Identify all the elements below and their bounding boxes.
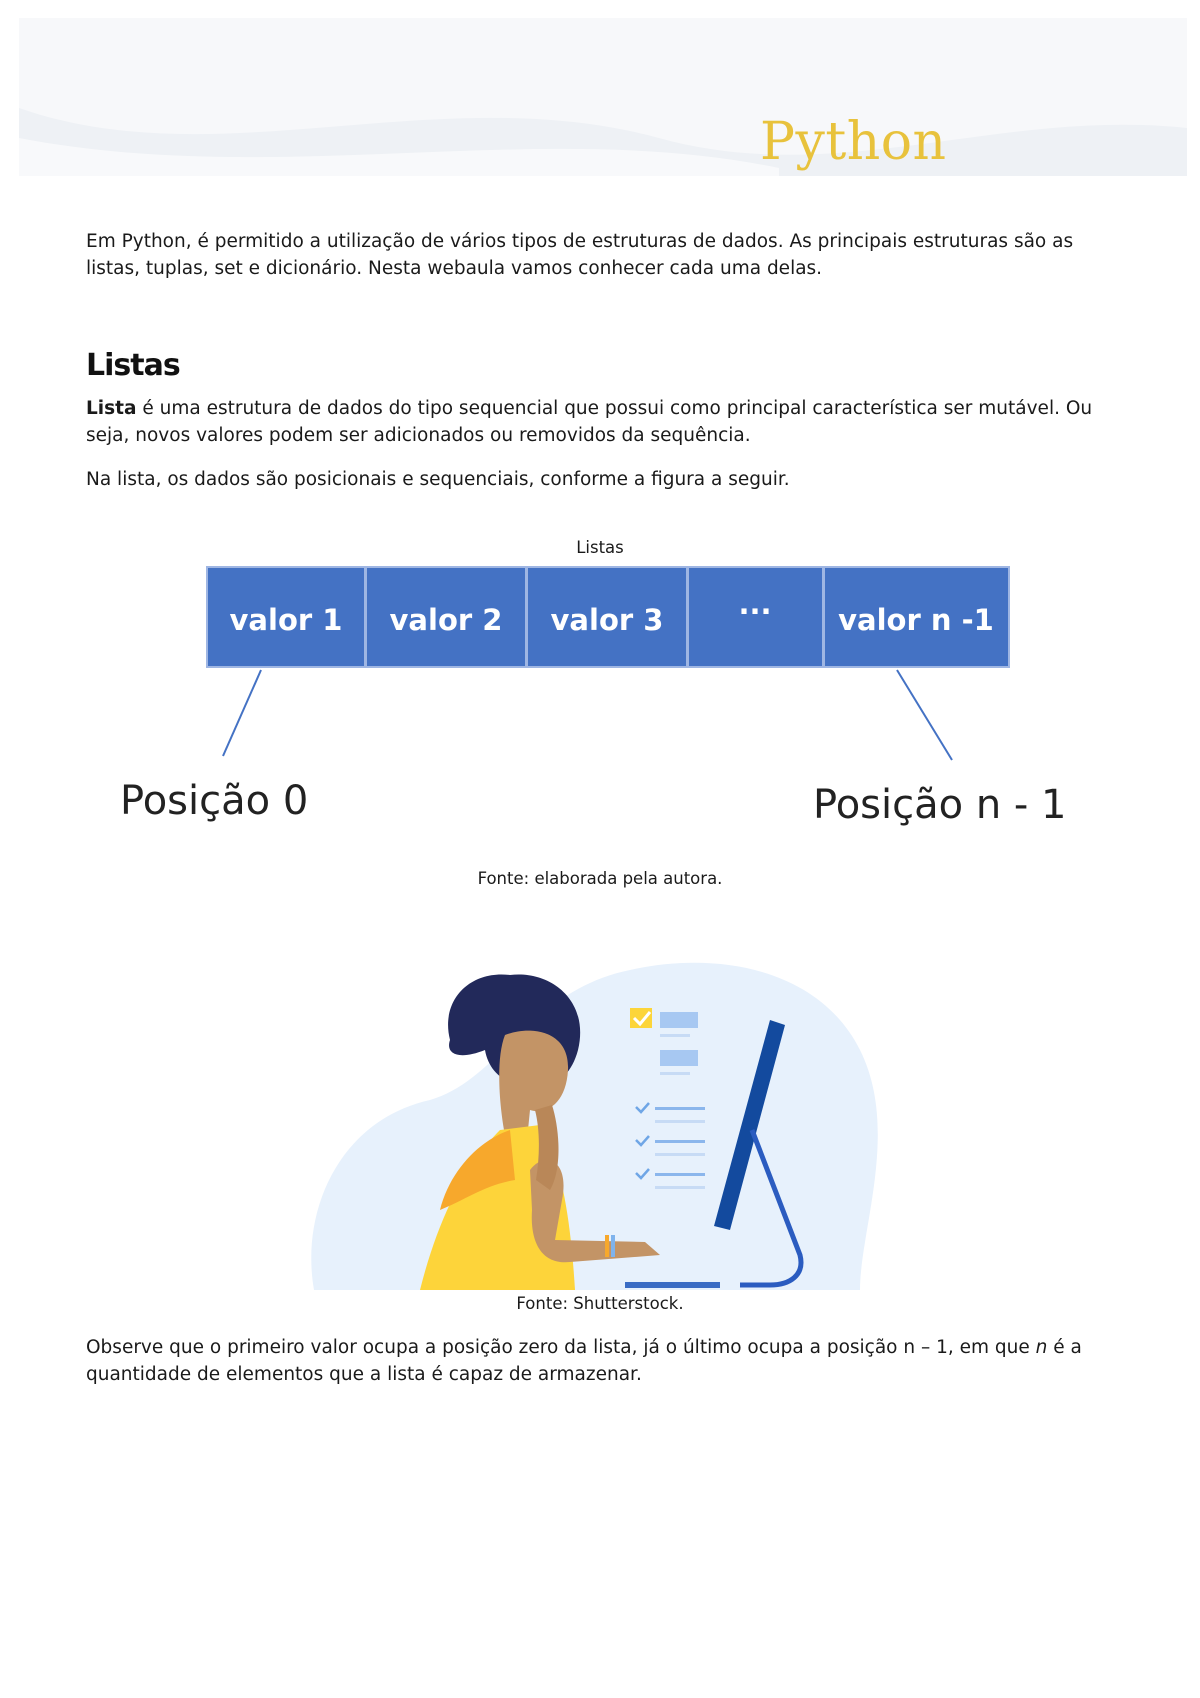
cell-label-1: valor 1 <box>229 603 343 637</box>
intro-paragraph: Em Python, é permitido a utilização de vários tipos de estruturas de dados. As principais estruturas são as listas, tuplas, set e dicionário. Nesta webaula vamos conhecer cada uma delas. <box>86 231 1074 279</box>
bold-term: Lista <box>86 398 137 419</box>
pointer-line-last <box>897 670 952 760</box>
definition-text: é uma estrutura de dados do tipo sequencial que possui como principal característica ser mutável. Ou seja, novos valores podem ser adicionados ou removidos da sequência. <box>86 398 1093 446</box>
closing-paragraph <box>86 1334 1126 1388</box>
cell-label-4: ... <box>738 587 772 621</box>
position-first-label: Posição 0 <box>120 778 309 824</box>
cell-label-2: valor 2 <box>389 603 503 637</box>
pointer-line-first <box>223 670 261 756</box>
position-last-label: Posição n - 1 <box>813 782 1067 828</box>
section-heading: Listas <box>86 348 180 383</box>
figure-title: Listas <box>576 538 624 557</box>
closing-text-1: Observe que o primeiro valor ocupa a posição zero da lista, já o último ocupa a posição n – 1, em que <box>86 1337 1036 1358</box>
closing-variable-n: n <box>1035 1337 1048 1358</box>
person-at-computer-illustration <box>300 930 900 1290</box>
figure1-caption: Fonte: elaborada pela autora. <box>477 869 723 888</box>
figure2-caption: Fonte: Shutterstock. <box>516 1294 684 1313</box>
page-title: Python <box>760 112 947 172</box>
list-cells <box>207 567 1009 667</box>
cell-label-5: valor n -1 <box>838 603 994 637</box>
closing-text-2: é a quantidade de elementos que a lista é capaz de armazenar. <box>86 1337 1082 1385</box>
positional-paragraph: Na lista, os dados são posicionais e sequenciais, conforme a figura a seguir. <box>86 469 790 490</box>
cell-label-3: valor 3 <box>550 603 664 637</box>
